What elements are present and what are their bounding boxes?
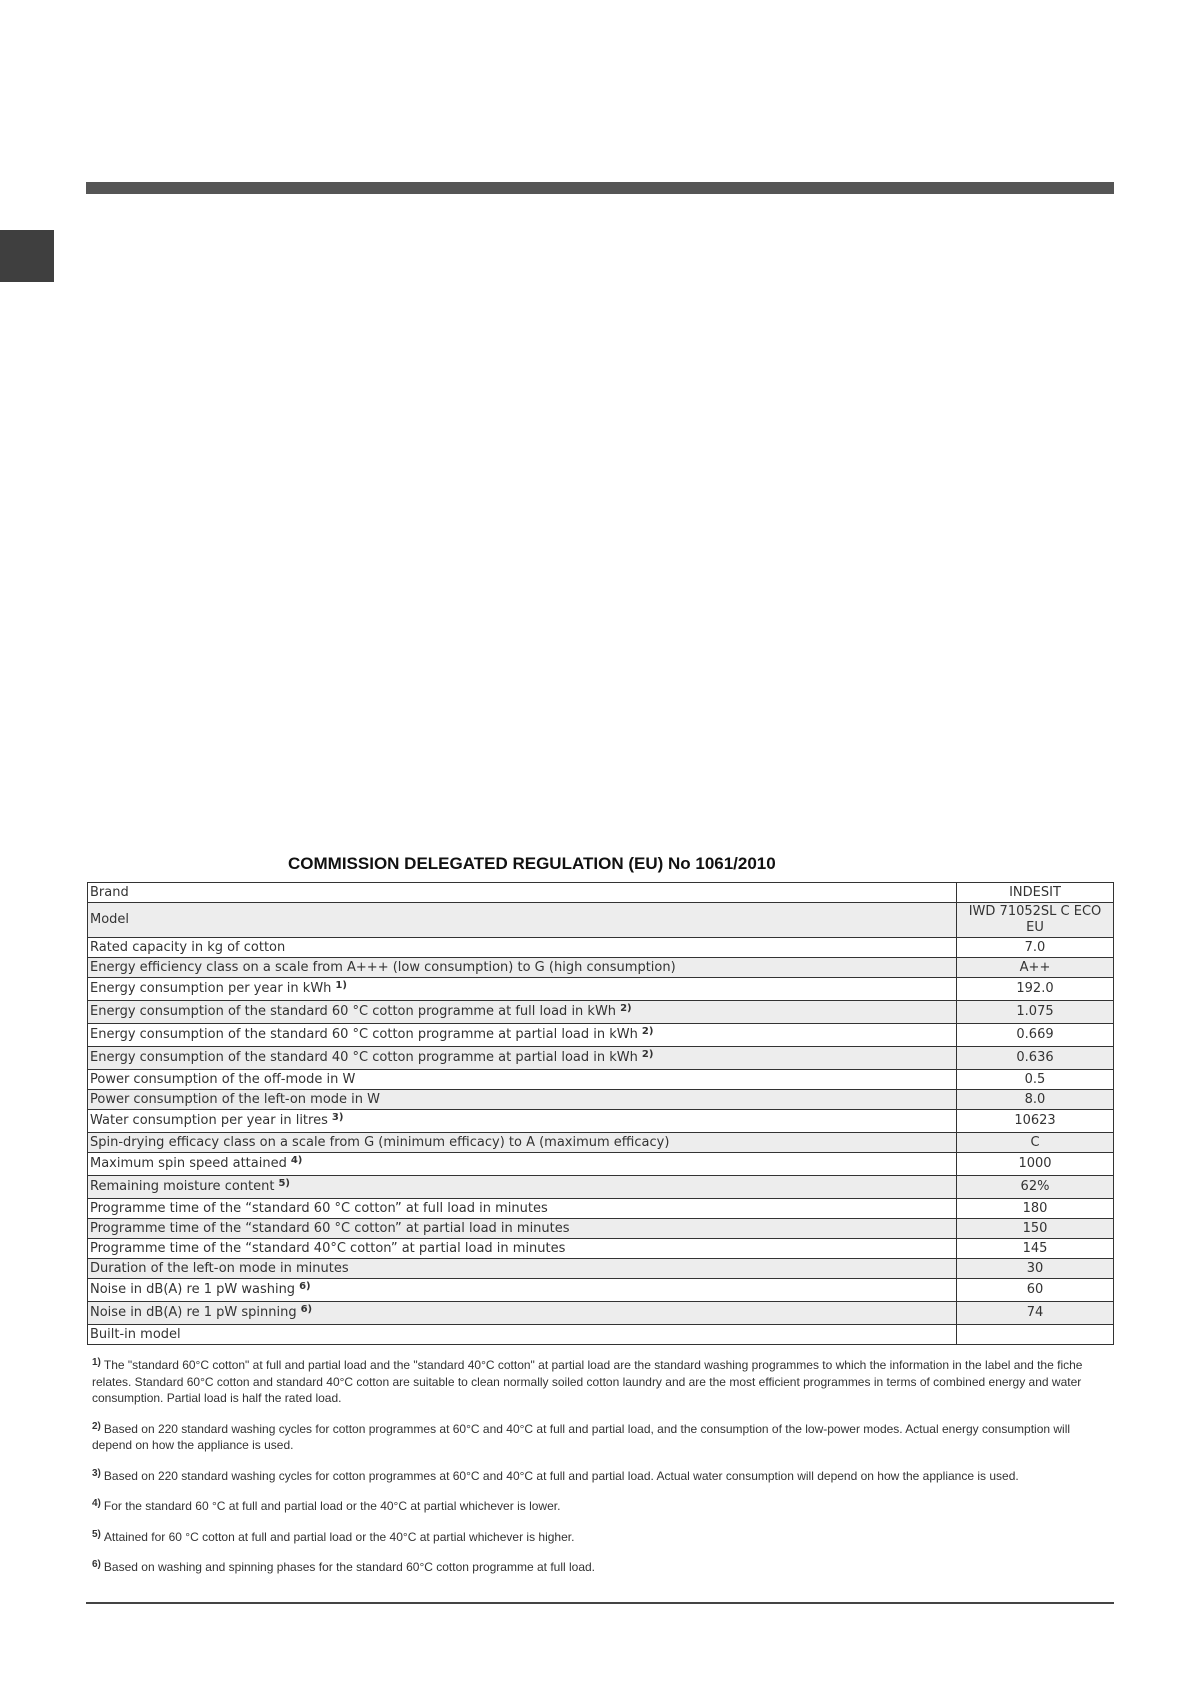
row-value: INDESIT: [957, 883, 1114, 903]
table-row: [88, 1239, 1114, 1259]
row-value: 180: [957, 1199, 1114, 1219]
row-label: Energy consumption of the standard 60 °C cotton programme at full load in kWh $^{2)}$: [88, 1001, 957, 1024]
footnote: [92, 1421, 1112, 1454]
table-row: [88, 883, 1114, 903]
row-label: Energy efficiency class on a scale from A+++ (low consumption) to G (high consumption): [88, 958, 957, 978]
row-value: 0.669: [957, 1024, 1114, 1047]
row-value: 1000: [957, 1153, 1114, 1176]
row-value: 0.5: [957, 1070, 1114, 1090]
row-label: Water consumption per year in litres $^{3)}$: [88, 1110, 957, 1133]
row-value: 150: [957, 1219, 1114, 1239]
table-row: [88, 1047, 1114, 1070]
row-label: Rated capacity in kg of cotton: [88, 938, 957, 958]
footnote-mark: 2): [92, 1420, 101, 1432]
row-value: C: [957, 1133, 1114, 1153]
row-value: 62%: [957, 1176, 1114, 1199]
product-fiche-table: [87, 882, 1114, 1345]
header-rule: [86, 182, 1114, 194]
row-value: IWD 71052SL C ECO EU: [957, 903, 1114, 938]
footnote-text: For the standard 60 °C at full and partial load or the 40°C at partial whichever is lower.: [103, 1499, 561, 1513]
row-value: 10623: [957, 1110, 1114, 1133]
footnote: [92, 1529, 1112, 1546]
row-label: Maximum spin speed attained $^{4)}$: [88, 1153, 957, 1176]
row-label: Energy consumption per year in kWh $^{1)}$: [88, 978, 957, 1001]
footnote: [92, 1498, 1112, 1515]
footnote-ref: 6): [299, 1281, 311, 1292]
footnote-text: Based on washing and spinning phases for the standard 60°C cotton programme at full load.: [103, 1560, 596, 1574]
row-label: Brand: [88, 883, 957, 903]
footnote-mark: 4): [92, 1498, 101, 1509]
row-label: Programme time of the “standard 60 °C cotton” at full load in minutes: [88, 1199, 957, 1219]
footnotes: [92, 1357, 1112, 1590]
footnote-ref: 2): [641, 1049, 654, 1060]
footnote: [92, 1468, 1112, 1485]
row-label: Duration of the left-on mode in minutes: [88, 1259, 957, 1279]
table-row: [88, 1070, 1114, 1090]
footnote-mark: 1): [92, 1357, 101, 1368]
row-value: 60: [957, 1279, 1114, 1302]
footnote-ref: 2): [620, 1003, 632, 1014]
table-row: [88, 1259, 1114, 1279]
footer-rule: [86, 1602, 1114, 1604]
footnote-ref: 2): [641, 1026, 654, 1037]
table-row: [88, 1153, 1114, 1176]
table-row: [88, 1090, 1114, 1110]
table-row: [88, 1176, 1114, 1199]
row-value: 7.0: [957, 938, 1114, 958]
footnote-ref: 3): [331, 1112, 344, 1123]
footnote-ref: 6): [300, 1304, 313, 1315]
footnote-ref: 1): [335, 980, 347, 991]
row-value: 74: [957, 1302, 1114, 1325]
row-label: Programme time of the “standard 60 °C cotton” at partial load in minutes: [88, 1219, 957, 1239]
row-label: Noise in dB(A) re 1 pW spinning $^{6)}$: [88, 1302, 957, 1325]
row-value: 1.075: [957, 1001, 1114, 1024]
row-value: 0.636: [957, 1047, 1114, 1070]
row-label: Programme time of the “standard 40°C cotton” at partial load in minutes: [88, 1239, 957, 1259]
table-row: [88, 938, 1114, 958]
table-row: [88, 1199, 1114, 1219]
table-row: [88, 1024, 1114, 1047]
footnote-text: Attained for 60 °C cotton at full and partial load or the 40°C at partial whichever is higher.: [103, 1529, 575, 1544]
row-label: Built-in model: [88, 1325, 957, 1345]
row-value: 145: [957, 1239, 1114, 1259]
row-label: Power consumption of the off-mode in W: [88, 1070, 957, 1090]
table-row: [88, 1001, 1114, 1024]
row-value: [957, 1325, 1114, 1345]
footnote-ref: 4): [290, 1155, 303, 1166]
table-row: [88, 1302, 1114, 1325]
table-row: [88, 958, 1114, 978]
footnote-text: Based on 220 standard washing cycles for cotton programmes at 60°C and 40°C at full and partial load. Actual water consumption will depend on how the appliance is used.: [103, 1468, 1019, 1483]
table-row: [88, 978, 1114, 1001]
row-label: Remaining moisture content $^{5)}$: [88, 1176, 957, 1199]
row-label: Noise in dB(A) re 1 pW washing $^{6)}$: [88, 1279, 957, 1302]
table-row: [88, 1133, 1114, 1153]
row-label: Power consumption of the left-on mode in W: [88, 1090, 957, 1110]
footnote-ref: 5): [278, 1178, 290, 1189]
footnote: [92, 1357, 1112, 1407]
row-value: 192.0: [957, 978, 1114, 1001]
table-row: [88, 1325, 1114, 1345]
footnote-mark: 3): [92, 1467, 101, 1479]
row-label: Energy consumption of the standard 40 °C cotton programme at partial load in kWh $^{2)}$: [88, 1047, 957, 1070]
row-label: Spin-drying efficacy class on a scale from G (minimum efficacy) to A (maximum efficacy): [88, 1133, 957, 1153]
footnote-text: Based on 220 standard washing cycles for cotton programmes at 60°C and 40°C at full and partial load, and the consumption of the low-power modes. Actual energy consumption will depend on how the appliance is used.: [92, 1421, 1071, 1452]
table-row: [88, 903, 1114, 938]
table-row: [88, 1279, 1114, 1302]
footnote: [92, 1559, 1112, 1576]
row-value: A++: [957, 958, 1114, 978]
footnote-text: The "standard 60°C cotton" at full and partial load and the "standard 40°C cotton" at partial load are the standard washing programmes to which the information in the label and the fiche relates. Standard 60°C cotton and standard 40°C cotton are suitable to clean normally soiled cotton laundry and are the most efficient programmes in terms of combined energy and water consumption. Partial load is half the rated load.: [92, 1358, 1083, 1405]
row-value: 30: [957, 1259, 1114, 1279]
footnote-mark: 5): [92, 1528, 101, 1540]
table-row: [88, 1110, 1114, 1133]
footnote-mark: 6): [92, 1559, 101, 1570]
table-row: [88, 1219, 1114, 1239]
page-side-tab: [0, 230, 54, 282]
regulation-title: COMMISSION DELEGATED REGULATION (EU) No 1061/2010: [288, 854, 776, 873]
row-label: Energy consumption of the standard 60 °C cotton programme at partial load in kWh $^{2)}$: [88, 1024, 957, 1047]
row-label: Model: [88, 903, 957, 938]
row-value: 8.0: [957, 1090, 1114, 1110]
